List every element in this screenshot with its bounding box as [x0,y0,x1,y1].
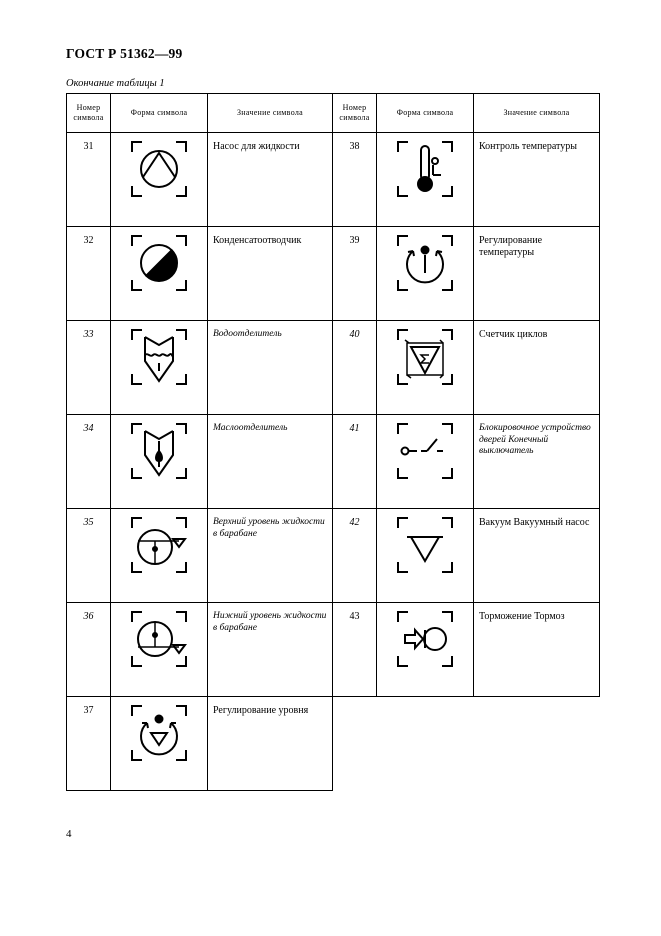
symbol-shape-cell [111,227,208,321]
symbol-meaning: Контроль температуры [474,133,600,227]
temperature-control-icon [395,233,455,293]
table-row [67,227,600,321]
symbol-shape-cell [111,603,208,697]
symbol-shape-cell [377,509,474,603]
empty-cell [377,697,474,791]
table-row [67,509,600,603]
symbol-meaning: Насос для жидкости [208,133,333,227]
table-row [67,415,600,509]
brake-icon [395,609,455,669]
symbol-shape-cell [377,133,474,227]
condensate-trap-icon [129,233,189,293]
thermometer-icon [395,139,455,199]
level-control-icon [129,703,189,763]
symbol-meaning: Регулирование уровня [208,697,333,791]
symbol-meaning: Водоотделитель [208,321,333,415]
empty-cell [333,697,377,791]
symbol-shape-cell [111,697,208,791]
symbol-number: 35 [67,509,111,603]
water-separator-icon [129,327,189,387]
symbol-meaning: Нижний уровень жидкости в барабане [208,603,333,697]
symbol-number: 33 [67,321,111,415]
symbol-number: 32 [67,227,111,321]
symbol-number: 31 [67,133,111,227]
symbol-shape-cell [111,321,208,415]
symbol-meaning: Торможение Тормоз [474,603,600,697]
document-header: ГОСТ Р 51362—99 [66,46,183,61]
col-header-meaning: Значение символа [474,94,600,133]
symbol-number: 36 [67,603,111,697]
symbol-shape-cell [111,415,208,509]
symbols-table [66,93,600,791]
table-row [67,133,600,227]
symbol-number: 34 [67,415,111,509]
symbol-number: 38 [333,133,377,227]
symbol-shape-cell [377,415,474,509]
upper-level-icon [129,515,189,575]
table-row [67,321,600,415]
symbol-number: 40 [333,321,377,415]
symbol-number: 41 [333,415,377,509]
symbol-meaning: Маслоотделитель [208,415,333,509]
col-header-number: Номер символа [333,94,377,133]
symbol-meaning: Счетчик циклов [474,321,600,415]
symbol-number: 43 [333,603,377,697]
symbol-meaning: Блокировочное устройство дверей Конечный выключатель [474,415,600,509]
door-lock-switch-icon [395,421,455,481]
symbol-meaning: Регулирование температуры [474,227,600,321]
symbol-number: 37 [67,697,111,791]
oil-separator-icon [129,421,189,481]
col-header-shape: Форма символа [111,94,208,133]
symbol-shape-cell [377,603,474,697]
symbol-number: 42 [333,509,377,603]
page-number: 4 [66,828,72,840]
symbol-meaning: Конденсатоотводчик [208,227,333,321]
symbol-shape-cell [111,133,208,227]
symbol-meaning: Вакуум Вакуумный насос [474,509,600,603]
table-header-row [67,94,600,133]
vacuum-icon [395,515,455,575]
symbol-shape-cell [377,321,474,415]
table-caption: Окончание таблицы 1 [66,78,165,89]
pump-icon [129,139,189,199]
lower-level-icon [129,609,189,669]
cycle-counter-icon [395,327,455,387]
table-row [67,697,600,791]
col-header-meaning: Значение символа [208,94,333,133]
symbol-shape-cell [377,227,474,321]
col-header-shape: Форма символа [377,94,474,133]
col-header-number: Номер символа [67,94,111,133]
table-row [67,603,600,697]
empty-cell [474,697,600,791]
symbol-shape-cell [111,509,208,603]
symbol-meaning: Верхний уровень жидкости в барабане [208,509,333,603]
symbol-number: 39 [333,227,377,321]
